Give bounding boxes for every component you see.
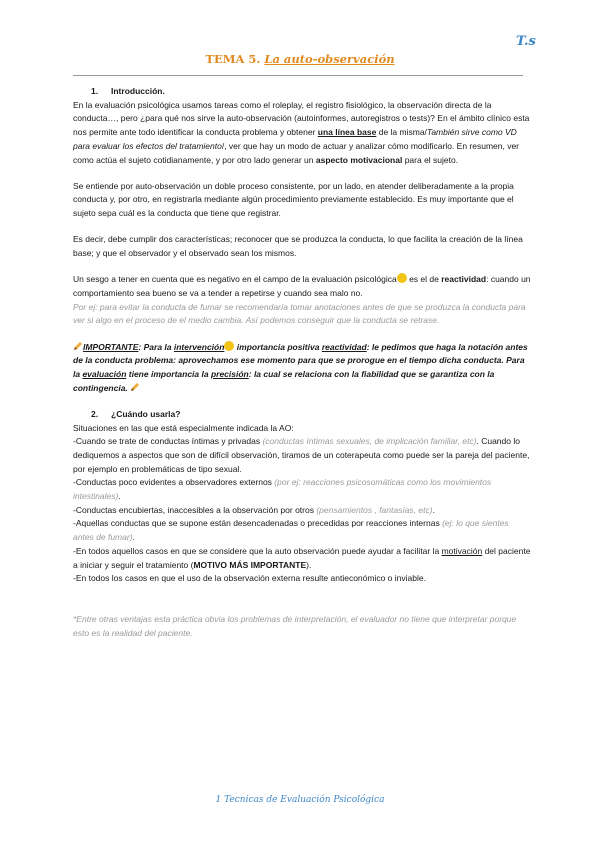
title-prefix: TEMA 5. bbox=[205, 52, 261, 66]
reactivity-example: Por ej: para evitar la conducta de fumar se recomendaría tomar anotaciones antes de que se produzca la conducta para ver si algo en el proceso de el medio cambia. Así podemos conseguir que la conducta se retrase. bbox=[73, 301, 526, 326]
title-name: La auto-observación bbox=[264, 52, 395, 66]
list-item: -Conductas poco evidentes a observadores externos (por ej: reacciones psicosomáticas como los movimientos intestinales). bbox=[73, 477, 492, 502]
list-item: -Conductas encubiertas, inaccesibles a la observación por otros (pensamientos , fantasías, etc). bbox=[73, 504, 435, 515]
intro-paragraph-1: En la evaluación psicológica usamos tareas como el roleplay, el registro fisiológico, la observación directa de la conducta…, pero ¿para qué nos sirve la auto-observación (autoinformes, autoregistros o tests)? En el ámbito clínico esta nos permite ante todo identificar la conducta problema y obtener una línea base de la misma/También sirve como VD para evaluar los efectos del tratamiento/, ver que hay un modo de actuar y analizar cómo modificarlo. En resumen, ver como actúa el sujeto cotidianamente, y por otro lado generar un aspecto motivacional para el sujeto. bbox=[73, 99, 530, 165]
page-title bbox=[0, 52, 600, 66]
list-item: -En todos aquellos casos en que se considere que la auto observación puede ayudar a facilitar la motivación del paciente a iniciar y seguir el tratamiento (MOTIVO MÁS IMPORTANTE). bbox=[73, 545, 531, 570]
section-2-intro: Situaciones en las que está especialmente indicada la AO: bbox=[73, 422, 294, 433]
title-divider bbox=[73, 75, 523, 76]
list-item: -En todos los casos en que el uso de la observación externa resulte antieconómico o inviable. bbox=[73, 573, 426, 584]
section-1-heading: 1. Introducción. bbox=[91, 86, 165, 96]
worried-face-icon bbox=[397, 273, 407, 283]
reactivity-paragraph: Un sesgo a tener en cuenta que es negativo en el campo de la evaluación psicológica es el de reactividad: cuando un comportamiento sea bueno se va a tender a repetirse y cuando sea malo no. bbox=[73, 274, 531, 298]
intro-paragraph-2: Se entiende por auto-observación un doble proceso consistente, por un lado, en atender deliberadamente a la propia conducta y, por otro, en registrarla mediante algún procedimiento previamente establecido. Es muy importante que el sujeto sepa cuál es la conducta que tiene que registrar. bbox=[73, 180, 514, 219]
list-item: -Cuando se trate de conductas íntimas y privadas (conductas íntimas sexuales, de implicación familiar, etc). Cuando lo dediquemos a aspectos que son de difícil observación, tiramos de un coterapeuta como puede ser la pareja del paciente, por ejemplo en problemáticas de tipo sexual. bbox=[73, 436, 530, 474]
important-note: IMPORTANTE: Para la intervención importancia positiva reactividad: le pedimos que haga la notación antes de la conducta problema: aprovechamos ese momento para que se prorogue en el tiempo dicha conducta. Para la evaluación tiene importancia la precisión: la cual se relaciona con la fiabilidad que se garantiza con la contingencia. bbox=[73, 341, 528, 393]
list-item: -Aquellas conductas que se supone están desencadenadas o precedidas por reacciones internas (ej: lo que sientes antes de fumar). bbox=[73, 518, 509, 543]
smiling-face-icon bbox=[224, 341, 234, 351]
pencil-icon bbox=[130, 382, 140, 392]
document-body bbox=[73, 85, 531, 640]
footnote: *Entre otras ventajas esta práctica obvia los problemas de interpretación, el evaluador no tiene que interpretar porque esto es la realidad del paciente. bbox=[73, 614, 517, 638]
pencil-icon bbox=[73, 341, 83, 351]
intro-paragraph-3: Es decir, debe cumplir dos características; reconocer que se produzca la conducta, lo que facilita la creación de la línea base; y que el observador y el observado sean los mismos. bbox=[73, 234, 523, 259]
corner-tag: T.s bbox=[516, 34, 536, 49]
page-footer: 1 Tecnicas de Evaluación Psicológica bbox=[215, 795, 385, 805]
section-2-heading: 2. ¿Cuándo usarla? bbox=[91, 408, 181, 419]
